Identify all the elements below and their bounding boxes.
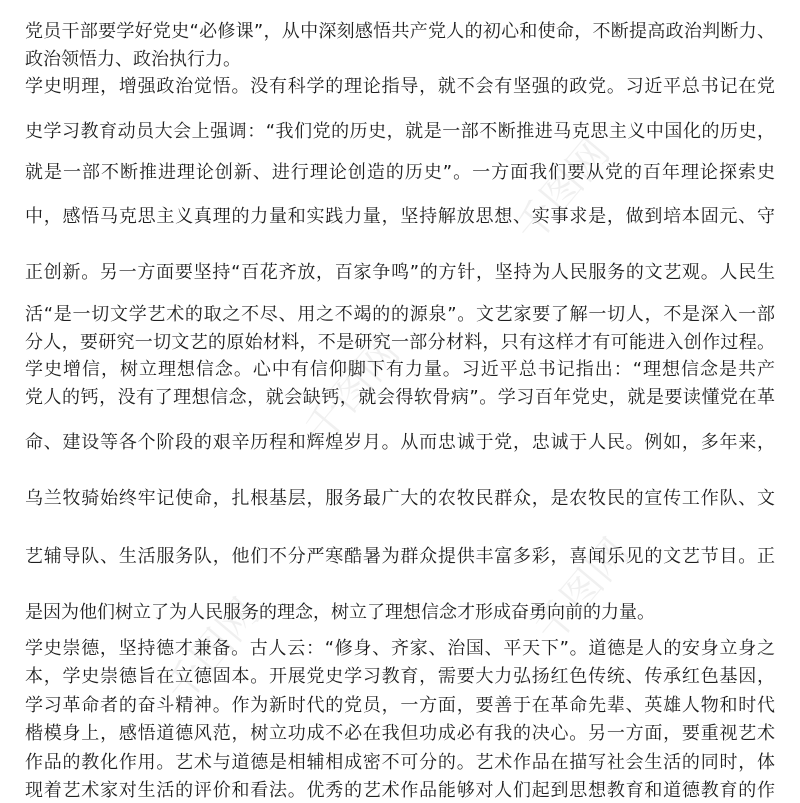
watermark: 千图网 bbox=[156, 590, 269, 712]
text-line: 政治领悟力、政治执行力。 bbox=[25, 49, 241, 70]
text-line: 史学习教育动员大会上强调：“我们党的历史，就是一部不断推进马克思主义中国化的历史， bbox=[25, 121, 775, 142]
text-line: 学史明理，增强政治觉悟。没有科学的理论指导，就不会有坚强的政党。习近平总书记在党 bbox=[25, 76, 775, 97]
watermark: 千图网 bbox=[506, 130, 619, 252]
text-line: 现着艺术家对生活的评价和看法。优秀的艺术作品能够对人们起到思想教育和道德教育的作 bbox=[25, 780, 775, 801]
watermark: 千图网 bbox=[526, 530, 639, 652]
text-line: 活“是一切文学艺术的取之不尽、用之不竭的的源泉”。文艺家要了解一切人，不是深入一部 bbox=[25, 304, 775, 325]
text-line: 分人，要研究一切文艺的原始材料，不是研究一部分材料，只有这样才有可能进入创作过程。 bbox=[25, 332, 775, 353]
text-line: 本，学史崇德旨在立德固本。开展党史学习教育，需要大力弘扬红色传统、传承红色基因， bbox=[25, 666, 775, 687]
text-line: 作品的教化作用。艺术与道德是相辅相成密不可分的。艺术作品在描写社会生活的同时，体 bbox=[25, 752, 775, 773]
text-line: 党员干部要学好党史“必修课”，从中深刻感悟共产党人的初心和使命，不断提高政治判断力、 bbox=[25, 21, 775, 42]
text-line: 学史崇德，坚持德才兼备。古人云：“修身、齐家、治国、平天下”。道德是人的安身立身之 bbox=[25, 638, 775, 659]
text-line: 就是一部不断推进理论创新、进行理论创造的历史”。一方面我们要从党的百年理论探索史 bbox=[25, 162, 775, 183]
text-line: 楷模身上，感悟道德风范，树立功成不必在我但功成必有我的决心。另一方面，要重视艺术 bbox=[25, 723, 775, 744]
text-line: 艺辅导队、生活服务队，他们不分严寒酷暑为群众提供丰富多彩，喜闻乐见的文艺节目。正 bbox=[25, 546, 775, 567]
text-line: 正创新。另一方面要坚持“百花齐放，百家争鸣”的方针，坚持为人民服务的文艺观。人民生 bbox=[25, 262, 775, 283]
text-line: 学史增信，树立理想信念。心中有信仰脚下有力量。习近平总书记指出：“理想信念是共产 bbox=[25, 359, 775, 380]
text-line: 学习革命者的奋斗精神。作为新时代的党员，一方面，要善于在革命先辈、英雄人物和时代 bbox=[25, 695, 775, 716]
text-line: 是因为他们树立了为人民服务的理念，树立了理想信念才形成奋勇向前的力量。 bbox=[25, 602, 655, 623]
text-line: 乌兰牧骑始终牢记使命，扎根基层，服务最广大的农牧民群众，是农牧民的宣传工作队、文 bbox=[25, 488, 775, 509]
text-line: 命、建设等各个阶段的艰辛历程和辉煌岁月。从而忠诚于党，忠诚于人民。例如，多年来， bbox=[25, 432, 775, 453]
text-line: 中，感悟马克思主义真理的力量和实践力量，坚持解放思想、实事求是，做到培本固元、守 bbox=[25, 206, 775, 227]
watermark: 千图网 bbox=[296, 330, 409, 452]
text-line: 党人的钙，没有了理想信念，就会缺钙，就会得软骨病”。学习百年党史，就是要读懂党在革 bbox=[25, 387, 775, 408]
